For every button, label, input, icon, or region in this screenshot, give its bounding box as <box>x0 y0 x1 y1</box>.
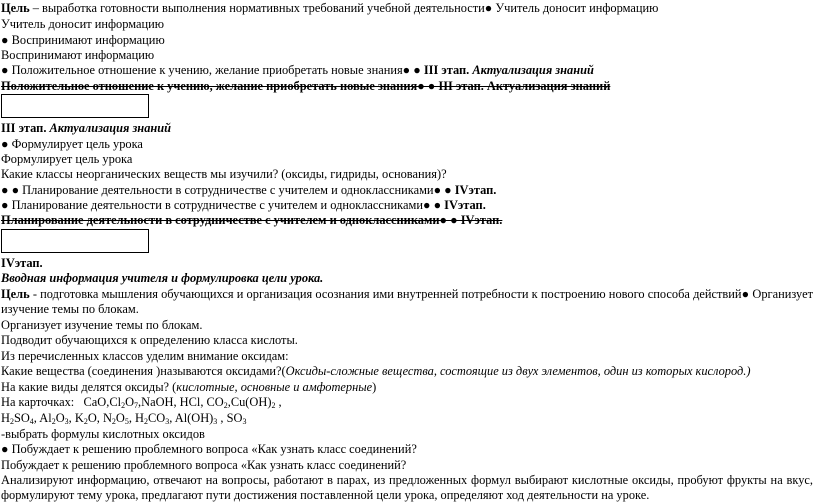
formula-line <box>1 411 246 426</box>
question-text: Какие вещества (соединения )называются оксидами?( <box>1 364 286 378</box>
activity-paragraph: Анализируют информацию, отвечают на вопросы, работают в парах, из предложенных формул выбирают кислотные оксиды, пробуют фрукты на вкус, формулируют тему урока, предлагают пути достижения поставленной цели урока, определяют ход деятельности на уроке. <box>1 473 813 502</box>
stage-title: Актуализация знаний <box>472 63 594 77</box>
empty-box <box>1 229 149 253</box>
stage-title: Актуализация знаний <box>49 121 172 135</box>
goal-label: Цель <box>1 287 30 301</box>
answer-text: кислотные, основные и амфотерные <box>176 380 373 394</box>
cards-label: На карточках: <box>1 395 75 409</box>
line-text: ● Планирование деятельности в сотрудничестве с учителем и одноклассниками● ● <box>1 198 445 212</box>
text-line: Подводит обучающихся к определению класса кислоты. <box>1 333 298 347</box>
section-heading: Вводная информация учителя и формулировка цели урока. <box>1 271 324 285</box>
empty-box <box>1 94 149 118</box>
stage-heading: IVэтап. <box>1 256 43 270</box>
answer-text: Оксиды-сложные вещества, состоящие из двух элементов, один из которых кислород.) <box>285 364 751 378</box>
question-line <box>1 364 751 379</box>
text-line: Воспринимают информацию <box>1 48 155 62</box>
text-line: ● Воспринимают информацию <box>1 33 165 47</box>
struck-heading: Планирование деятельности в сотрудничестве с учителем и одноклассниками● ● IVэтап. <box>1 213 503 227</box>
stage-label: III этап. <box>423 63 473 77</box>
question-line <box>1 380 376 395</box>
goal-text: – выработка готовности выполнения нормативных требований учебной деятельности● Учитель доносит информацию <box>29 1 659 15</box>
formula-list: $CaO,Cl_2O_7,NaOH$, HCl, $CO_2,Cu(OH)_2$ , <box>83 395 282 410</box>
line-text: ● ● Планирование деятельности в сотрудничестве с учителем и одноклассниками● ● <box>1 183 455 197</box>
text-line: ● Побуждает к решению проблемного вопроса «Как узнать класс соединений? <box>1 442 417 456</box>
text-line: Учитель доносит информацию <box>1 17 165 31</box>
question-text: На какие виды делятся оксиды? ( <box>1 380 177 394</box>
text-line: Какие классы неорганических веществ мы изучили? (оксиды, гидриды, основания)? <box>1 167 447 181</box>
stage-label: III этап. <box>1 121 50 135</box>
formula-list: $H_2SO_4$, $Al_2O_3$, $K_2O$, $N_2O_5$, $H_2CO_3$, $Al(OH)_3$ , $SO_3$ <box>1 411 247 426</box>
goal-text: - подготовка мышления обучающихся и организация осознания ими внутренней потребности к построению нового способа действий● Организует изучение темы по блокам. <box>1 287 813 316</box>
question-end: ) <box>372 380 377 394</box>
goal-line <box>1 1 658 16</box>
stage-heading <box>1 121 171 136</box>
formula-line <box>1 395 282 410</box>
stage-label: IVэтап. <box>444 198 486 212</box>
text-line: Организует изучение темы по блокам. <box>1 318 203 332</box>
goal-label: Цель <box>1 1 30 15</box>
text-line <box>1 63 594 78</box>
text-line: ● Формулирует цель урока <box>1 137 143 151</box>
text-line: Побуждает к решению проблемного вопроса «Как узнать класс соединений? <box>1 458 407 472</box>
struck-heading: Положительное отношение к учению, желание приобретать новые знания● ● III этап. Актуализация знаний <box>1 79 611 93</box>
text-line: Формулирует цель урока <box>1 152 133 166</box>
stage-label: IVэтап. <box>454 183 497 197</box>
text-line <box>1 198 486 213</box>
text-line: Из перечисленных классов уделим внимание оксидам: <box>1 349 289 363</box>
text-line <box>1 183 496 198</box>
line-text: ● Положительное отношение к учению, желание приобретать новые знания● ● <box>1 63 424 77</box>
text-line: -выбрать формулы кислотных оксидов <box>1 427 205 441</box>
goal-paragraph <box>1 287 813 317</box>
